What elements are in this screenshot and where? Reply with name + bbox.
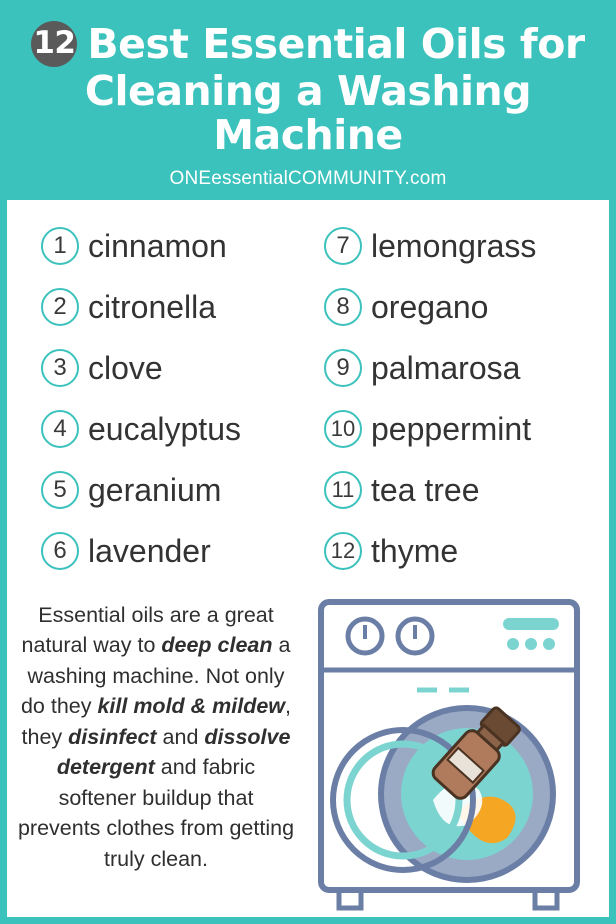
poster-footer (7, 588, 609, 924)
item-number-badge: 1 (41, 227, 79, 265)
item-label: palmarosa (371, 350, 521, 387)
item-label: clove (88, 350, 163, 387)
oils-column-right (308, 216, 609, 582)
list-item (41, 277, 308, 338)
page-title-part1: Best Essential Oils for (87, 19, 585, 68)
title-line-2 (17, 69, 599, 158)
item-number-badge: 7 (324, 227, 362, 265)
item-number-badge: 11 (324, 471, 362, 509)
list-item (324, 399, 609, 460)
desc-emph-deep-clean: deep clean (161, 633, 273, 658)
item-label: cinnamon (88, 228, 227, 265)
item-label: oregano (371, 289, 489, 326)
item-number-badge: 12 (324, 532, 362, 570)
list-item (324, 338, 609, 399)
item-label: thyme (371, 533, 459, 570)
list-item (41, 338, 308, 399)
count-badge: 12 (31, 21, 77, 67)
desc-seg-1: Essential oils are a great natural way to (21, 602, 274, 658)
desc-emph-kill-mold: kill mold & mildew (97, 694, 286, 719)
desc-emph-dissolve-detergent: dissolve detergent (56, 724, 291, 780)
page-title-part2: Cleaning a Washing Machine (84, 67, 532, 160)
item-number-badge: 3 (41, 349, 79, 387)
item-number-badge: 9 (324, 349, 362, 387)
item-label: tea tree (371, 472, 480, 509)
item-label: geranium (88, 472, 222, 509)
oils-column-left (7, 216, 308, 582)
poster-header (7, 7, 609, 200)
item-number-badge: 10 (324, 410, 362, 448)
desc-seg-5: and fabric softener buildup that prevents clothes from getting truly clean. (17, 755, 295, 871)
list-item (324, 277, 609, 338)
item-label: lavender (88, 533, 211, 570)
item-number-badge: 6 (41, 532, 79, 570)
list-item (324, 521, 609, 582)
washing-machine-illustration (307, 594, 607, 924)
description-text (7, 594, 307, 924)
item-label: peppermint (371, 411, 532, 448)
list-item (324, 460, 609, 521)
oils-list (7, 200, 609, 588)
item-number-badge: 2 (41, 288, 79, 326)
illustration-area (307, 594, 609, 924)
item-number-badge: 5 (41, 471, 79, 509)
desc-seg-2: a washing machine. Not only do they (20, 633, 291, 719)
list-item (324, 216, 609, 277)
title-line-1 (17, 21, 599, 67)
list-item (41, 521, 308, 582)
item-label: citronella (88, 289, 217, 326)
item-label: eucalyptus (88, 411, 241, 448)
desc-emph-disinfect: disinfect (68, 724, 157, 749)
desc-seg-4: and (156, 724, 205, 749)
list-item (41, 460, 308, 521)
item-number-badge: 8 (324, 288, 362, 326)
item-label: lemongrass (371, 228, 537, 265)
desc-seg-3: , they (21, 694, 292, 749)
list-item (41, 399, 308, 460)
item-number-badge: 4 (41, 410, 79, 448)
list-item (41, 216, 308, 277)
site-credit: ONEessentialCOMMUNITY.com (169, 167, 447, 189)
